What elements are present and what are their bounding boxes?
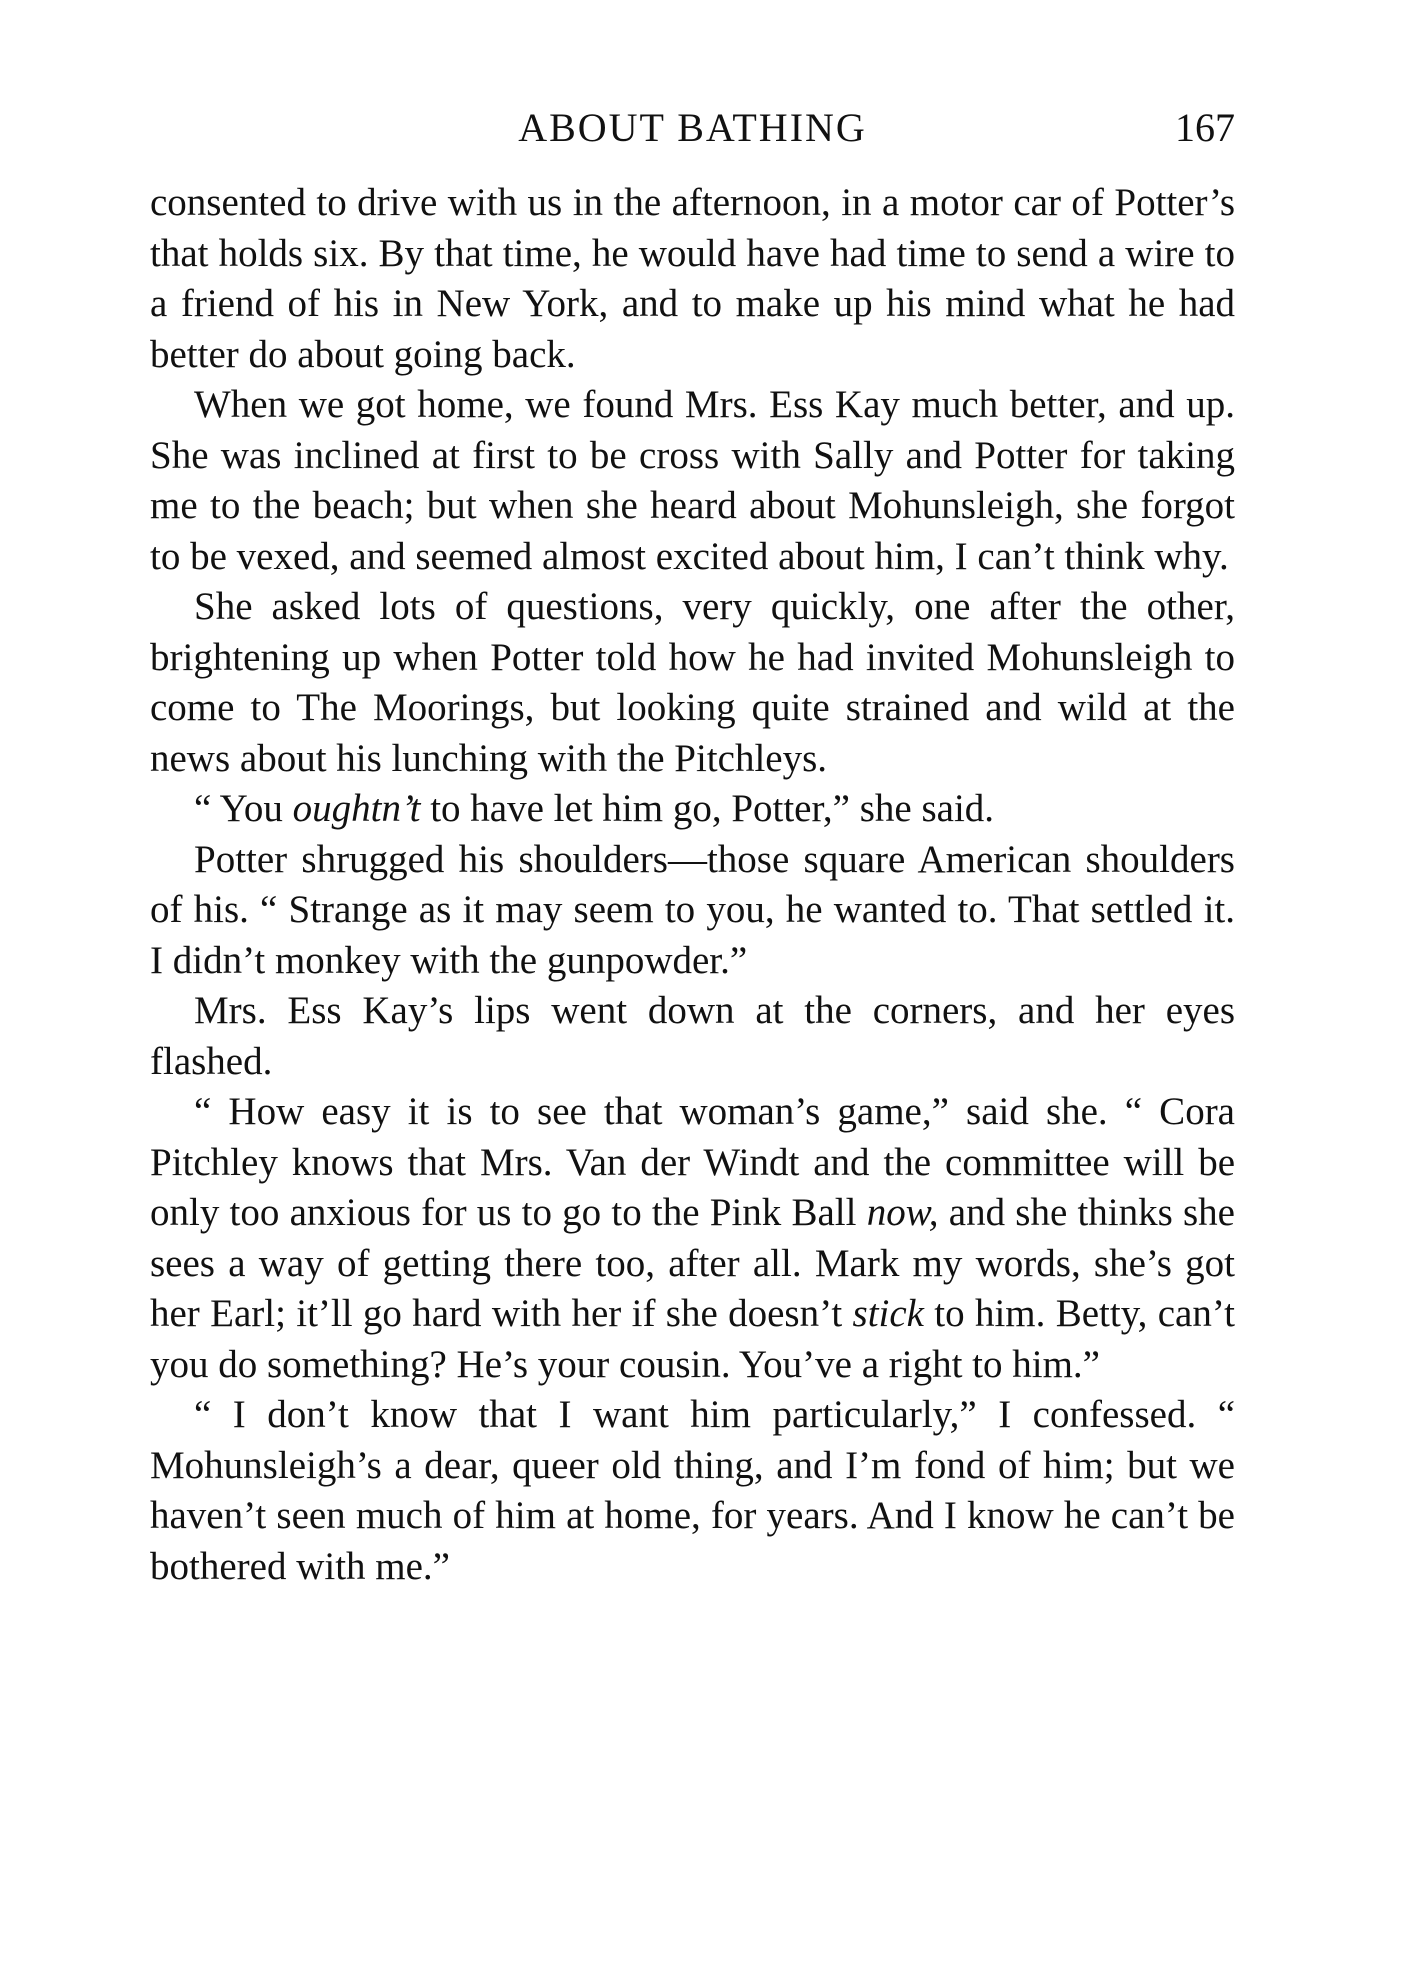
text-run: She asked lots of questions, very quickly, one after the other, brightening up when Potter told how he had invited Mohunsleigh to come to The Moorings, but looking quite strained and wild at the news about his lunching with the Pitchleys. — [150, 585, 1235, 780]
italic-text: oughtn’t — [292, 787, 421, 830]
paragraph — [150, 380, 1235, 582]
paragraph — [150, 784, 1235, 835]
text-run: and she thinks she sees a way of getting there too, after all. Mark my words, she’s got her Earl; it’ll go hard with her if she doesn’t — [150, 1191, 1235, 1335]
text-run: When we got home, we found Mrs. Ess Kay much better, and up. She was inclined at first to be cross with Sally and Potter for taking me to the beach; but when she heard about Mohunsleigh, she forgot to be vexed, and seemed almost excited about him, I can’t think why. — [150, 383, 1235, 578]
running-title: ABOUT BATHING — [518, 105, 867, 150]
italic-text: now, — [866, 1191, 939, 1234]
text-run: “ I don’t know that I want him particularly,” I confessed. “ Mohunsleigh’s a dear, queer old thing, and I’m fond of him; but we haven’t seen much of him at home, for years. And I know he can’t be bothered with me.” — [150, 1393, 1235, 1588]
text-run: to have let him go, Potter,” she said. — [420, 787, 995, 830]
text-run: to him. Betty, can’t you do something? He’s your cousin. You’ve a right to him.” — [150, 1292, 1235, 1386]
paragraph — [150, 1087, 1235, 1390]
text-run: “ You — [194, 787, 293, 830]
text-run: Mrs. Ess Kay’s lips went down at the corners, and her eyes flashed. — [150, 989, 1235, 1083]
italic-text: stick — [852, 1292, 924, 1335]
paragraph — [150, 835, 1235, 987]
text-run: Potter shrugged his shoulders—those square American shoulders of his. “ Strange as it may seem to you, he wanted to. That settled it. I didn’t monkey with the gunpowder.” — [150, 837, 1235, 982]
running-head — [150, 100, 1235, 156]
text-run: consented to drive with us in the afternoon, in a motor car of Potter’s that holds six. By that time, he would have had time to send a wire to a friend of his in New York, and to make up his mind what he had better do about going back. — [150, 181, 1235, 376]
paragraph — [150, 986, 1235, 1087]
paragraph — [150, 178, 1235, 380]
page-number: 167 — [1175, 105, 1235, 150]
body-text — [150, 178, 1235, 1592]
paragraph — [150, 1390, 1235, 1592]
text-run: “ How easy it is to see that woman’s game,” said she. “ Cora Pitchley knows that Mrs. Van der Windt and the committee will be only too anxious for us to go to the Pink Ball — [150, 1090, 1235, 1234]
paragraph — [150, 582, 1235, 784]
